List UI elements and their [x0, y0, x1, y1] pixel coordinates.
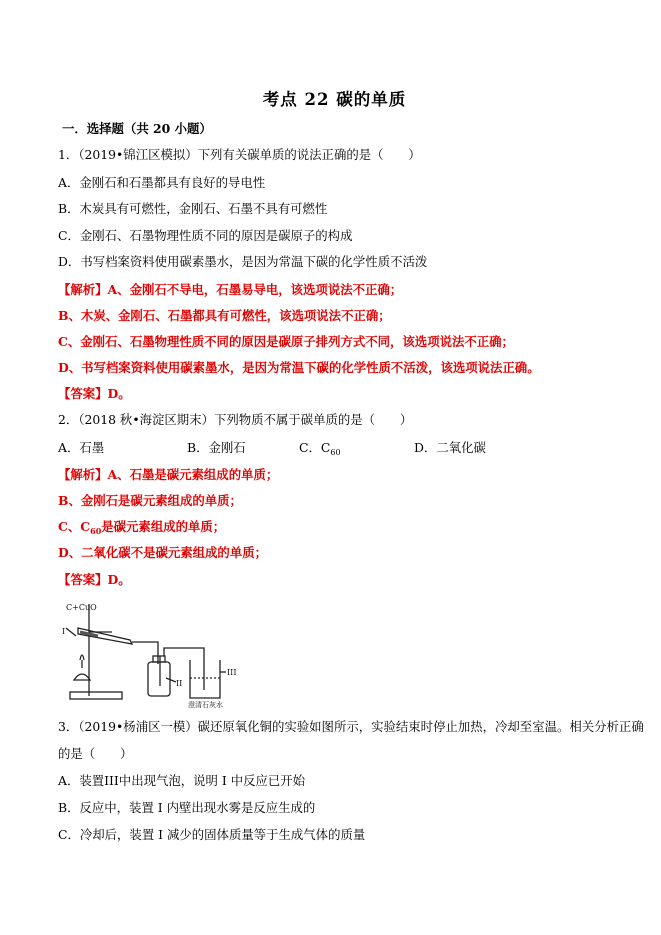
analysis-c-prefix: C、C: [58, 519, 91, 534]
spirit-lamp: [74, 674, 90, 680]
question-2-option-a: A．石墨: [58, 440, 105, 455]
stand-base: [70, 692, 122, 699]
analysis-c-subscript: 60: [90, 526, 102, 536]
question-1-stem: 1．（2019•锦江区模拟）下列有关碳单质的说法正确的是（ ）: [58, 147, 421, 162]
beaker-iii: [190, 660, 220, 698]
question-2-option-d: D．二氧化碳: [414, 440, 486, 455]
question-1-option-b: B．木炭具有可燃性，金刚石、石墨不具有可燃性: [58, 201, 328, 216]
bottle-ii: [148, 662, 170, 696]
question-1-analysis-c: C、金刚石、石墨物理性质不同的原因是碳原子排列方式不同，该选项说法不正确；: [58, 334, 514, 349]
question-1-analysis-d: D、书写档案资料使用碳素墨水，是因为常温下碳的化学性质不活泼，该选项说法正确。: [58, 360, 540, 375]
question-1-option-c: C．金刚石、石墨物理性质不同的原因是碳原子的构成: [58, 228, 353, 243]
label-reactants: C+CuO: [66, 603, 97, 612]
option-c-subscript: 60: [330, 448, 341, 457]
apparatus-diagram: [60, 598, 244, 708]
label-limewater: 澄清石灰水: [188, 701, 223, 708]
answer-label: 【答案】D。: [58, 572, 131, 587]
question-3-option-a: A．装置III中出现气泡，说明 I 中反应已开始: [58, 773, 306, 788]
option-c-label: C．C: [299, 440, 331, 455]
question-3-option-b: B．反应中，装置 I 内壁出现水雾是反应生成的: [58, 800, 316, 815]
question-2-stem: 2．（2018 秋•海淀区期末）下列物质不属于碳单质的是（ ）: [58, 412, 413, 427]
label-apparatus-3: III: [227, 668, 237, 677]
delivery-tube-1: [132, 642, 158, 664]
question-2-analysis-c: [58, 519, 225, 539]
question-1-option-a: A．金刚石和石墨都具有良好的导电性: [58, 175, 266, 190]
question-2-analysis-b: B、金刚石是碳元素组成的单质；: [58, 493, 242, 508]
answer-label: 【答案】D。: [58, 386, 131, 401]
question-1-analysis-a: 【解析】A、金刚石不导电，石墨易导电，该选项说法不正确；: [58, 282, 403, 297]
question-1-analysis-b: B、木炭、金刚石、石墨都具有可燃性，该选项说法不正确；: [58, 308, 391, 323]
analysis-c-suffix: 是碳元素组成的单质；: [101, 519, 226, 534]
test-tube: [78, 628, 132, 644]
question-2-option-c: [299, 440, 341, 461]
label-apparatus-1: I: [62, 627, 66, 636]
question-2-option-b: B．金刚石: [187, 440, 246, 455]
question-2-analysis-a: 【解析】A、石墨是碳元素组成的单质；: [58, 467, 279, 482]
label-apparatus-2: II: [176, 679, 183, 688]
question-2-answer: [58, 572, 131, 588]
question-3-option-c: C．冷却后，装置 I 减少的固体质量等于生成气体的质量: [58, 827, 366, 842]
page-title: 考点 22 碳的单质: [262, 90, 407, 109]
section-heading: 一．选择题（共 20 小题）: [62, 121, 212, 136]
question-1-answer: [58, 386, 131, 402]
question-1-option-d: D．书写档案资料使用碳素墨水，是因为常温下碳的化学性质不活泼: [58, 254, 428, 269]
question-3-stem-line1: 3．（2019•杨浦区一模）碳还原氧化铜的实验如图所示，实验结束时停止加热，冷却至室温。相关分析正确: [58, 719, 644, 734]
question-3-stem-line2: 的是（ ）: [58, 746, 133, 761]
question-2-analysis-d: D、二氧化碳不是碳元素组成的单质；: [58, 545, 267, 560]
